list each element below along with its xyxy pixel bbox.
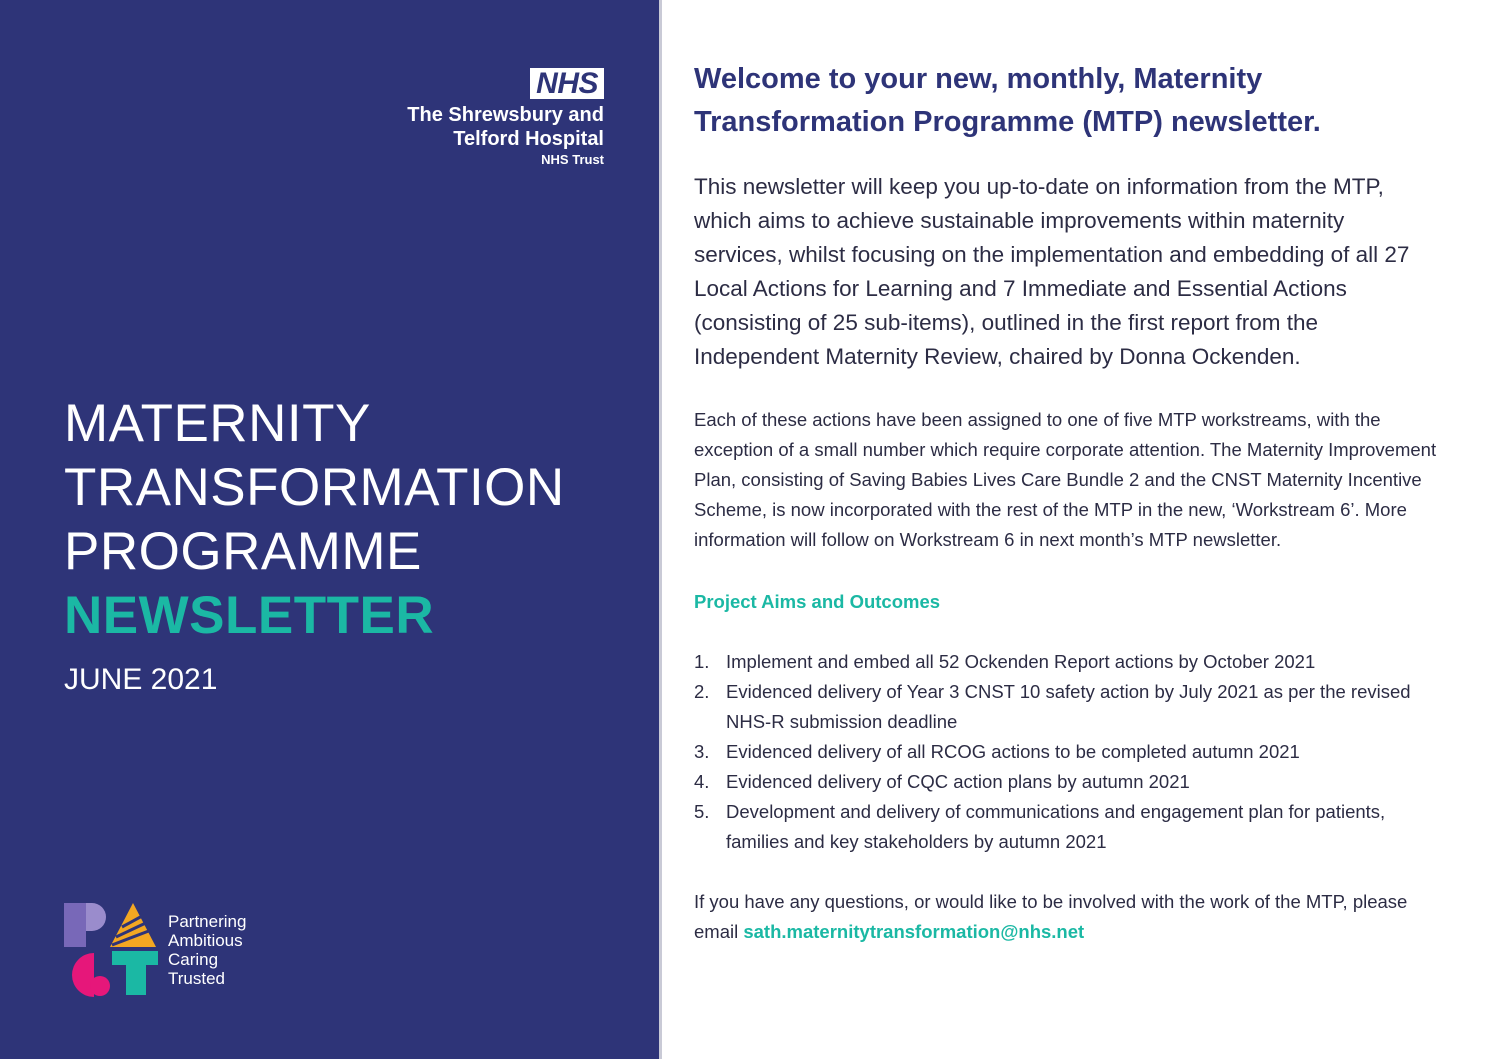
newsletter-body [694,58,1439,947]
list-item [694,737,1439,767]
workstreams-paragraph: Each of these actions have been assigned to one of five MTP workstreams, with the exception of a small number which require corporate attention. The Maternity Improvement Plan, consisting of Saving Babies Lives Care Bundle 2 and the CNST Maternity Incentive Scheme, is now incorporated with the rest of the MTP in the new, ‘Workstream 6’. More information will follow on Workstream 6 in next month’s MTP newsletter. [694,409,1437,550]
list-number: 2. [694,681,710,702]
title-line-2: TRANSFORMATION [64,458,565,517]
welcome-heading: Welcome to your new, monthly, Maternity Transformation Programme (MTP) newsletter. [694,63,1321,138]
contact-text: If you have any questions, or would like to be involved with the work of the MTP, please email [694,891,1408,942]
newsletter-title [64,392,565,698]
list-number: 3. [694,741,710,762]
pact-t-bar [112,951,158,965]
aims-list [694,647,1439,857]
pact-a-triangle [110,903,156,947]
panel-divider [659,0,662,1059]
title-line-3: PROGRAMME [64,522,422,581]
pact-logo-icon [64,903,164,997]
aims-heading: Project Aims and Outcomes [694,591,941,612]
nhs-identity [407,68,604,168]
list-number: 4. [694,771,710,792]
pact-word: Ambitious [168,931,243,950]
contact-email-link[interactable]: sath.maternitytransformation@nhs.net [743,921,1085,942]
list-item [694,797,1439,857]
list-text: Evidenced delivery of CQC action plans by autumn 2021 [726,771,1190,792]
title-accent: NEWSLETTER [64,586,435,645]
list-text: Development and delivery of communications and engagement plan for patients, families and key stakeholders by autumn 2021 [726,801,1386,852]
list-number: 1. [694,651,710,672]
pact-values [168,912,246,988]
pact-c-shape [72,953,94,997]
pact-p-stem [64,903,86,947]
list-number: 5. [694,801,710,822]
issue-date: JUNE 2021 [64,663,218,696]
pact-p-bowl [86,903,106,931]
nhs-logo: NHS [530,68,604,99]
pact-t-stem [126,965,146,995]
org-trust-label: NHS Trust [541,152,604,167]
list-item [694,767,1439,797]
list-item [694,677,1439,737]
pact-word: Partnering [168,912,247,931]
list-text: Implement and embed all 52 Ockenden Report actions by October 2021 [726,651,1316,672]
pact-word: Trusted [168,969,226,988]
intro-paragraph: This newsletter will keep you up-to-date on information from the MTP, which aims to achieve sustainable improvements within maternity services, whilst focusing on the implementation and embedding of all 27 Local Actions for Learning and 7 Immediate and Essential Actions (consisting of 25 sub-items), outlined in the first report from the Independent Maternity Review, chaired by Donna Ockenden. [694,174,1410,369]
pact-word: Caring [168,950,219,969]
pact-c-dot [90,976,110,996]
cover-panel [0,0,659,1059]
contact-paragraph [694,887,1439,947]
org-name-line-2: Telford Hospital [453,128,604,150]
list-text: Evidenced delivery of all RCOG actions to be completed autumn 2021 [726,741,1300,762]
list-text: Evidenced delivery of Year 3 CNST 10 safety action by July 2021 as per the revised NHS-R submission deadline [726,681,1411,732]
org-name-line-1: The Shrewsbury and [407,104,604,126]
list-item [694,647,1439,677]
title-line-1: MATERNITY [64,394,371,453]
